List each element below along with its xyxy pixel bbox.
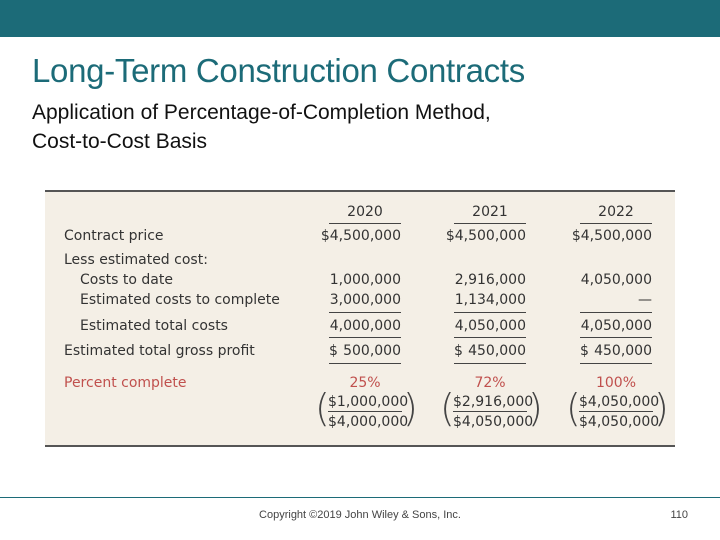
subtotal-rule <box>329 337 401 338</box>
label-estimated-total-gross-profit: Estimated total gross profit <box>64 343 255 359</box>
fraction-2022 <box>566 386 669 436</box>
page-number: 110 <box>670 509 688 521</box>
costs-to-complete-2021: 1,134,000 <box>454 292 526 308</box>
total-costs-2020: 4,000,000 <box>329 318 401 334</box>
gross-profit-symbol-2022: $ <box>580 343 589 359</box>
percent-complete-2021: 72% <box>474 375 506 391</box>
costs-to-date-2021: 2,916,000 <box>454 272 526 288</box>
fraction-2020 <box>315 386 418 436</box>
fraction-numerator-2020: $1,000,000 <box>328 394 409 410</box>
left-paren-glyph: ( <box>440 386 455 430</box>
label-estimated-total-costs: Estimated total costs <box>80 318 228 334</box>
year-header-2022: 2022 <box>598 204 634 220</box>
year-header-2020: 2020 <box>347 204 383 220</box>
contract-price-2022: $4,500,000 <box>571 228 652 244</box>
fraction-2021 <box>440 386 543 436</box>
percent-complete-2022: 100% <box>595 375 637 391</box>
subtotal-rule <box>329 312 401 313</box>
costs-to-date-2020: 1,000,000 <box>329 272 401 288</box>
fraction-denominator-2020: $4,000,000 <box>328 414 409 430</box>
header-underline <box>329 223 401 224</box>
top-banner <box>0 0 720 37</box>
subtitle-line-1: Application of Percentage-of-Completion Method, <box>32 101 491 124</box>
total-costs-2021: 4,050,000 <box>454 318 526 334</box>
contract-price-2020: $4,500,000 <box>320 228 401 244</box>
costs-to-date-2022: 4,050,000 <box>580 272 652 288</box>
left-paren-glyph: ( <box>566 386 581 430</box>
label-less-estimated-cost: Less estimated cost: <box>64 252 208 268</box>
copyright-notice: Copyright ©2019 John Wiley & Sons, Inc. <box>259 509 461 521</box>
percentage-of-completion-table <box>45 190 675 447</box>
label-contract-price: Contract price <box>64 228 164 244</box>
subtotal-rule <box>580 312 652 313</box>
subtotal-rule <box>454 337 526 338</box>
label-estimated-costs-to-complete: Estimated costs to complete <box>80 292 280 308</box>
total-rule <box>329 363 401 364</box>
label-percent-complete: Percent complete <box>64 375 187 391</box>
footer-divider <box>0 497 720 498</box>
costs-to-complete-2020: 3,000,000 <box>329 292 401 308</box>
gross-profit-symbol-2021: $ <box>454 343 463 359</box>
right-paren-glyph: ) <box>528 386 543 430</box>
header-underline <box>454 223 526 224</box>
gross-profit-2020: 500,000 <box>343 343 401 359</box>
percent-complete-2020: 25% <box>349 375 381 391</box>
fraction-denominator-2022: $4,050,000 <box>579 414 660 430</box>
slide-title: Long-Term Construction Contracts <box>32 52 525 89</box>
slide-subtitle <box>32 98 491 156</box>
fraction-numerator-2022: $4,050,000 <box>579 394 660 410</box>
total-rule <box>580 363 652 364</box>
fraction-denominator-2021: $4,050,000 <box>453 414 534 430</box>
contract-price-2021: $4,500,000 <box>445 228 526 244</box>
gross-profit-2021: 450,000 <box>468 343 526 359</box>
costs-to-complete-2022: — <box>638 292 652 308</box>
subtotal-rule <box>454 312 526 313</box>
subtitle-line-2: Cost-to-Cost Basis <box>32 130 208 153</box>
year-header-2021: 2021 <box>472 204 508 220</box>
subtotal-rule <box>580 337 652 338</box>
right-paren-glyph: ) <box>403 386 418 430</box>
left-paren-glyph: ( <box>315 386 330 430</box>
label-costs-to-date: Costs to date <box>80 272 173 288</box>
total-costs-2022: 4,050,000 <box>580 318 652 334</box>
total-rule <box>454 363 526 364</box>
gross-profit-symbol-2020: $ <box>329 343 338 359</box>
gross-profit-2022: 450,000 <box>594 343 652 359</box>
header-underline <box>580 223 652 224</box>
right-paren-glyph: ) <box>654 386 669 430</box>
fraction-numerator-2021: $2,916,000 <box>453 394 534 410</box>
